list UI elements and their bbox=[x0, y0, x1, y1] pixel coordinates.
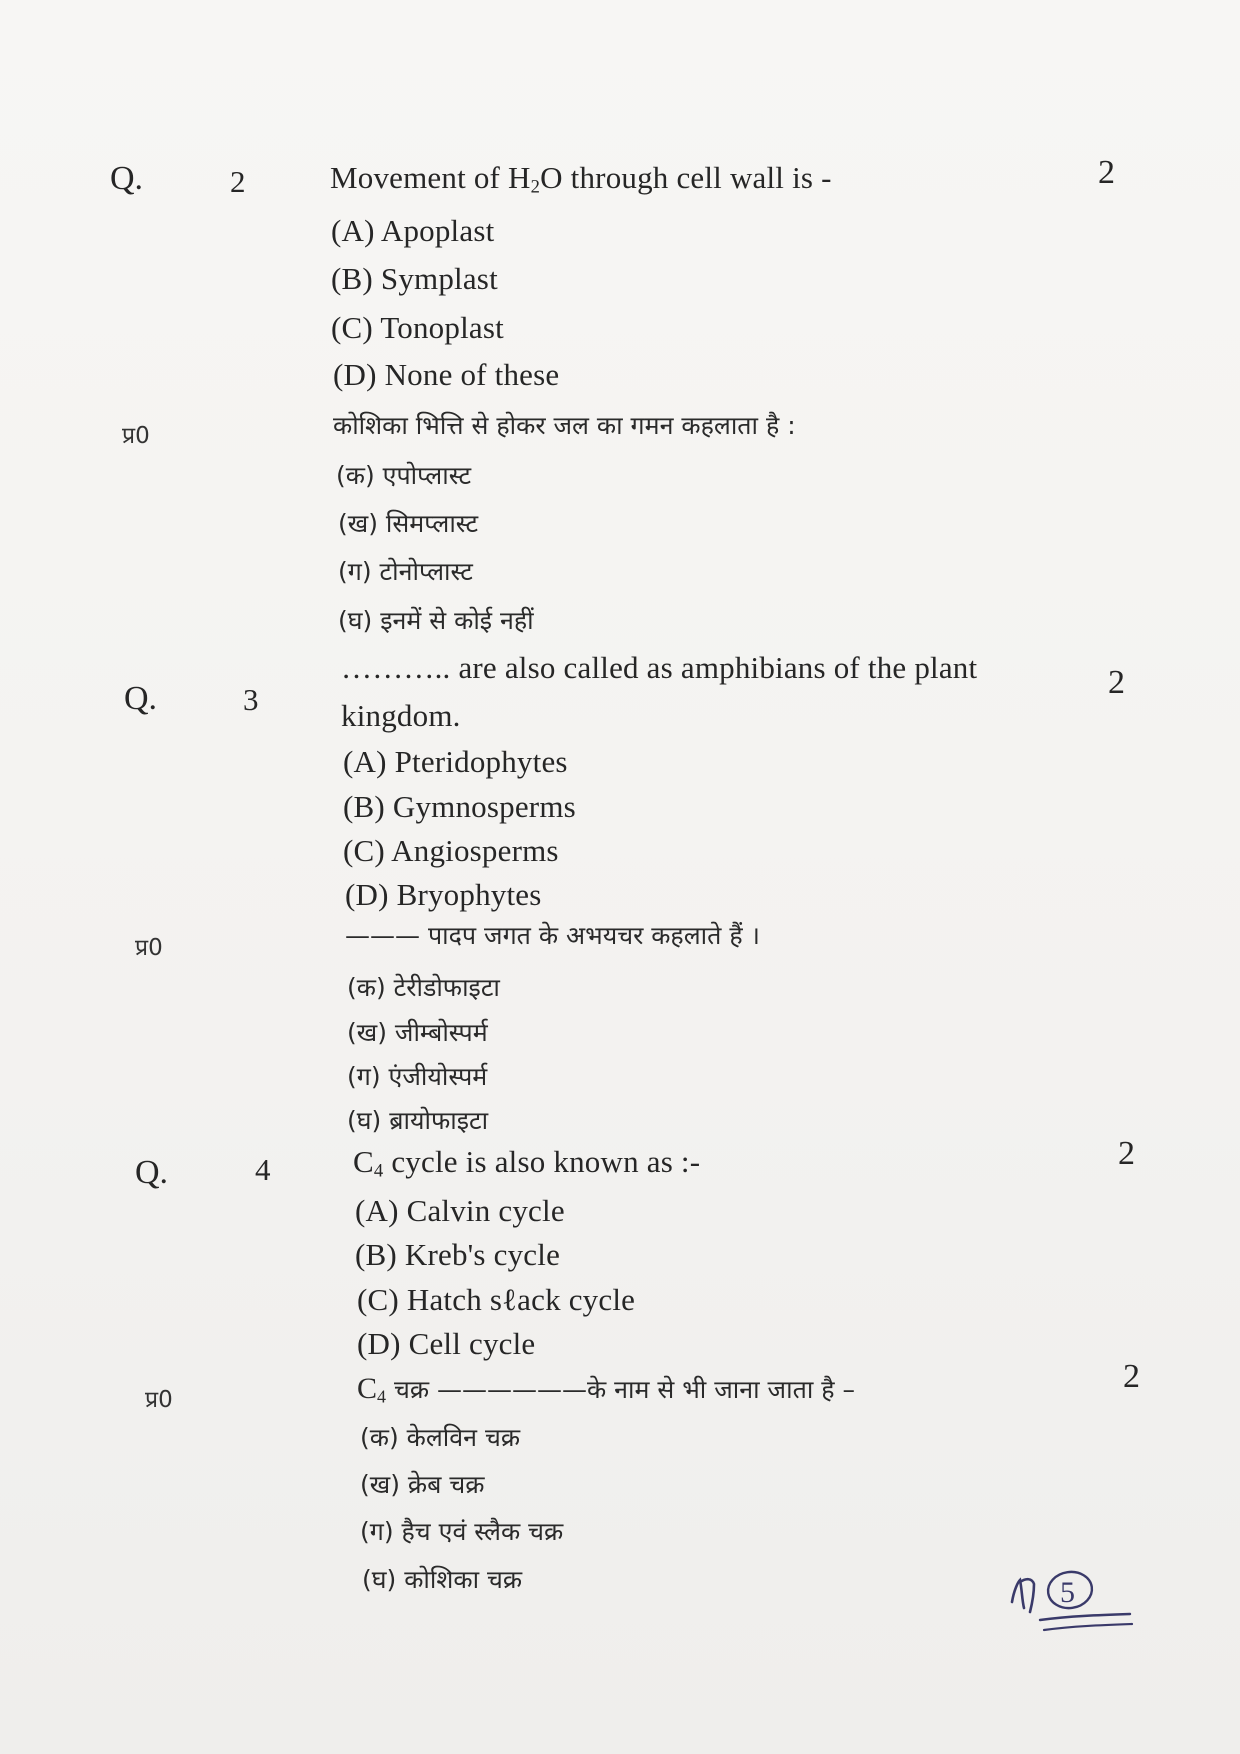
question-text-line2: kingdom. bbox=[341, 698, 461, 733]
hindi-option-ga: (ग) हैच एवं स्लैक चक्र bbox=[360, 1517, 564, 1546]
option-c: (C) Hatch sℓack cycle bbox=[357, 1282, 636, 1317]
question-text-line1: ……….. are also called as amphibians of the plant bbox=[341, 650, 978, 685]
option-b: (B) Kreb's cycle bbox=[355, 1237, 561, 1272]
option-a: (A) Apoplast bbox=[331, 213, 495, 248]
question-label: Q. bbox=[124, 680, 158, 717]
question-number: 3 bbox=[243, 682, 259, 717]
option-d: (D) Cell cycle bbox=[357, 1326, 536, 1361]
handwritten-signature-icon bbox=[1000, 1560, 1160, 1650]
hindi-option-kha: (ख) जीम्बोस्पर्म bbox=[347, 1018, 488, 1047]
hindi-option-gha: (घ) ब्रायोफाइटा bbox=[347, 1106, 489, 1135]
hindi-option-ka: (क) टेरीडोफाइटा bbox=[347, 973, 500, 1002]
question-text: Movement of $H_2O$ through cell wall is - bbox=[330, 160, 832, 198]
option-a: (A) Calvin cycle bbox=[355, 1193, 565, 1228]
question-label: Q. bbox=[110, 160, 144, 197]
hindi-option-ga: (ग) एंजीयोस्पर्म bbox=[347, 1062, 488, 1091]
hindi-option-kha: (ख) सिमप्लास्ट bbox=[338, 509, 479, 538]
option-c: (C) Angiosperms bbox=[343, 833, 559, 868]
hindi-question-label: प्र0 bbox=[135, 935, 163, 961]
question-marks: 2 bbox=[1118, 1135, 1135, 1172]
hindi-question-label: प्र0 bbox=[145, 1387, 173, 1413]
question-number: 4 bbox=[255, 1152, 271, 1187]
question-text: $C_4$ cycle is also known as :- bbox=[353, 1144, 701, 1182]
hindi-option-ka: (क) एपोप्लास्ट bbox=[336, 461, 472, 490]
hindi-option-gha: (घ) कोशिका चक्र bbox=[362, 1565, 523, 1594]
hindi-question-label: प्र0 bbox=[122, 423, 150, 449]
option-b: (B) Symplast bbox=[331, 261, 498, 296]
hindi-question-text: $C_4$ चक्र ——————के नाम से भी जाना जाता है – bbox=[357, 1372, 855, 1407]
hindi-question-marks: 2 bbox=[1123, 1358, 1140, 1395]
option-d: (D) Bryophytes bbox=[345, 877, 542, 912]
question-label: Q. bbox=[135, 1154, 169, 1191]
hindi-question-text: कोशिका भित्ति से होकर जल का गमन कहलाता है : bbox=[333, 411, 796, 440]
circled-number: 5 bbox=[1060, 1576, 1075, 1609]
question-marks: 2 bbox=[1108, 664, 1125, 701]
hindi-option-ka: (क) केलविन चक्र bbox=[360, 1423, 521, 1452]
hindi-option-kha: (ख) क्रेब चक्र bbox=[360, 1470, 485, 1499]
hindi-question-text: ——— पादप जगत के अभयचर कहलाते हैं । bbox=[345, 921, 761, 950]
hindi-option-gha: (घ) इनमें से कोई नहीं bbox=[338, 606, 534, 635]
option-b: (B) Gymnosperms bbox=[343, 789, 576, 824]
hindi-option-ga: (ग) टोनोप्लास्ट bbox=[338, 557, 473, 586]
option-c: (C) Tonoplast bbox=[331, 310, 504, 345]
question-marks: 2 bbox=[1098, 154, 1115, 191]
option-d: (D) None of these bbox=[333, 357, 560, 392]
option-a: (A) Pteridophytes bbox=[343, 744, 568, 779]
question-number: 2 bbox=[230, 164, 246, 199]
